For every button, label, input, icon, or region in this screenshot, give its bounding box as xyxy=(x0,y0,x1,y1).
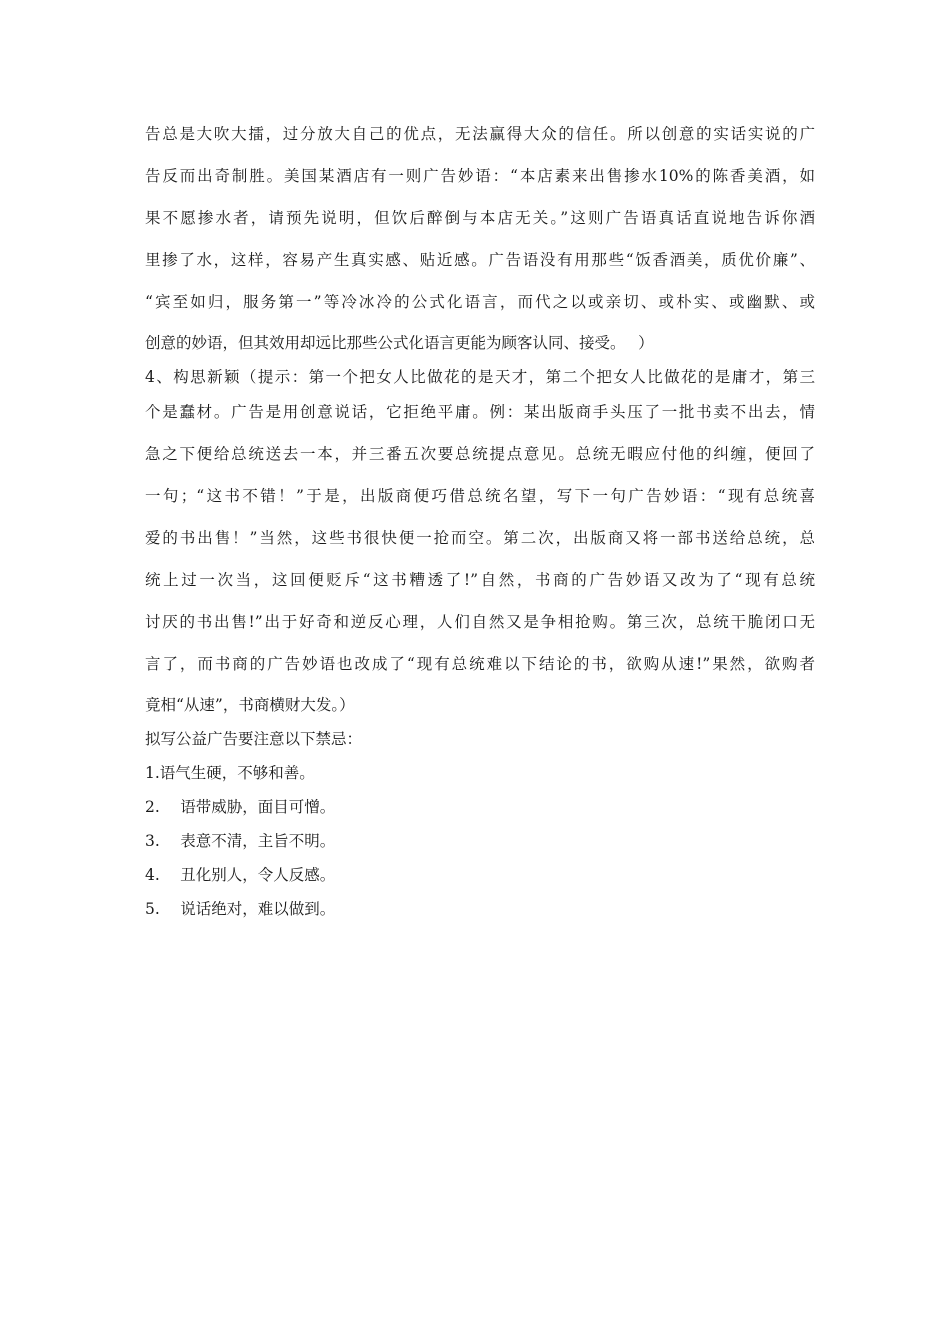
list-item: 2. 语带威胁，面目可憎。 xyxy=(145,798,336,816)
paragraph-line: 言了，而书商的广告妙语也改成了“现有总统难以下结论的书，欲购从速!”果然，欲购者 xyxy=(145,655,815,673)
paragraph-line: 急之下便给总统送去一本，并三番五次要总统提点意见。总统无暇应付他的纠缠，便回了 xyxy=(145,445,815,463)
list-item: 4. 丑化别人，令人反感。 xyxy=(145,866,336,884)
paragraph-line: 个是蠢材。广告是用创意说话，它拒绝平庸。例：某出版商手头压了一批书卖不出去，情 xyxy=(145,403,815,421)
paragraph-line: 统上过一次当，这回便贬斥“这书糟透了!”自然，书商的广告妙语又改为了“现有总统 xyxy=(145,571,815,589)
paragraph-line: 创意的妙语，但其效用却远比那些公式化语言更能为顾客认同、接受。 ） xyxy=(145,334,654,352)
document-body xyxy=(145,116,815,926)
paragraph-line: 一句；“这书不错！”于是，出版商便巧借总统名望，写下一句广告妙语：“现有总统喜 xyxy=(145,487,815,505)
list-item: 1.语气生硬，不够和善。 xyxy=(145,764,315,782)
paragraph-line: 爱的书出售！”当然，这些书很快便一抢而空。第二次，出版商又将一部书送给总统，总 xyxy=(145,529,815,547)
paragraph-line: 告反而出奇制胜。美国某酒店有一则广告妙语：“本店素来出售掺水10%的陈香美酒，如 xyxy=(145,167,815,185)
paragraph-line: 讨厌的书出售!”出于好奇和逆反心理，人们自然又是争相抢购。第三次，总统干脆闭口无 xyxy=(145,613,815,631)
paragraph-line: 果不愿掺水者，请预先说明，但饮后醉倒与本店无关。”这则广告语真话直说地告诉你酒 xyxy=(145,209,815,227)
taboo-list xyxy=(145,756,815,926)
paragraph-line: “宾至如归，服务第一”等冷冰冷的公式化语言，而代之以或亲切、或朴实、或幽默、或 xyxy=(145,293,815,311)
paragraph-line: 竟相“从速”，书商横财大发。） xyxy=(145,696,355,714)
paragraph-line: 4、构思新颖（提示：第一个把女人比做花的是天才，第二个把女人比做花的是庸才，第三 xyxy=(145,368,815,386)
paragraph-novel-concept xyxy=(145,360,815,722)
paragraph-line: 里掺了水，这样，容易产生真实感、贴近感。广告语没有用那些“饭香酒美，质优价廉”、 xyxy=(145,251,815,269)
list-item: 5. 说话绝对，难以做到。 xyxy=(145,900,336,918)
taboo-intro: 拟写公益广告要注意以下禁忌： xyxy=(145,730,363,748)
paragraph-line: 告总是大吹大擂，过分放大自己的优点，无法赢得大众的信任。所以创意的实话实说的广 xyxy=(145,125,815,143)
paragraph-authenticity xyxy=(145,116,815,360)
list-item: 3. 表意不清，主旨不明。 xyxy=(145,832,336,850)
